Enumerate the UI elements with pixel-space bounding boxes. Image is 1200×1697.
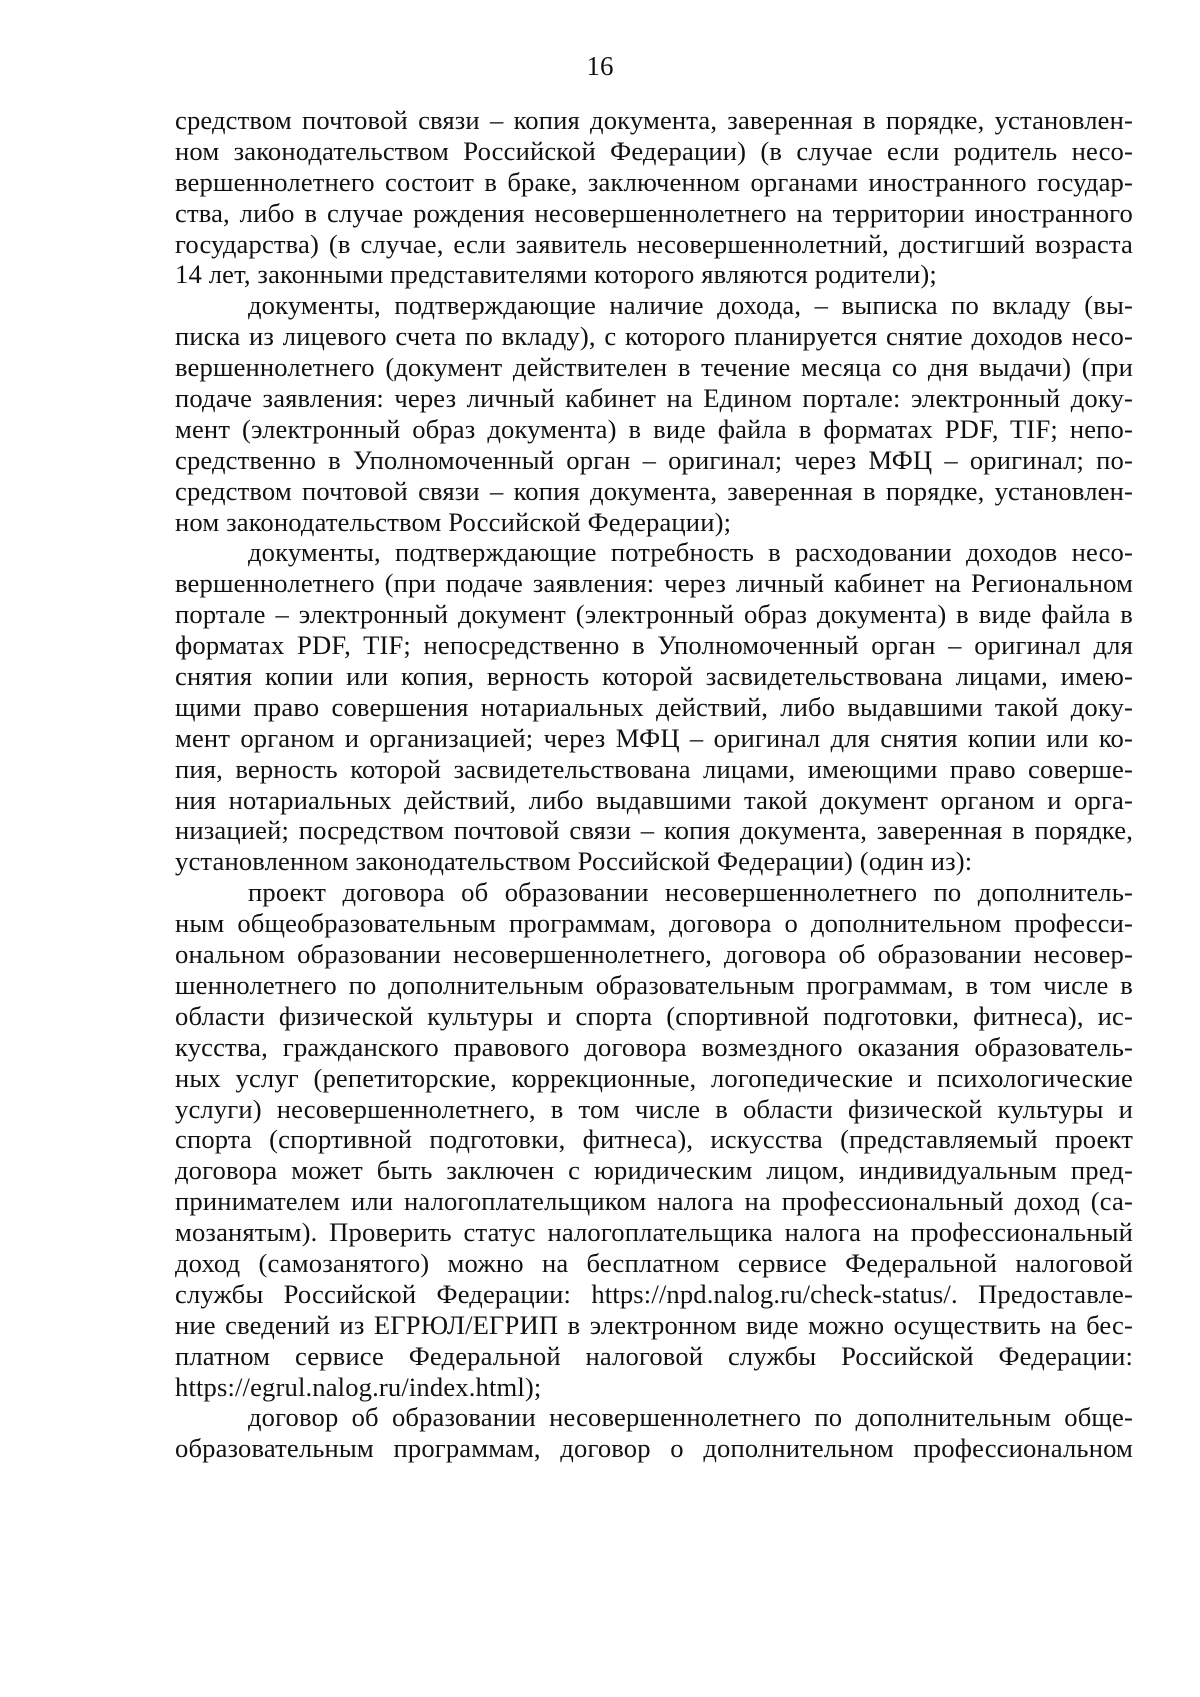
text-line: мент органом и организацией; через МФЦ – оригинал для снятия копии или ко- xyxy=(175,722,1133,753)
text-line: спорта (спортивной подготовки, фитнеса), искусства (представляемый проект xyxy=(175,1124,1133,1155)
text-line: доход (самозанятого) можно на бесплатном сервисе Федеральной налоговой xyxy=(175,1247,1133,1278)
text-line: мозанятым). Проверить статус налогоплательщика налога на профессиональный xyxy=(175,1217,1133,1248)
document-text-body xyxy=(175,105,1133,1464)
text-line: проект договора об образовании несовершеннолетнего по дополнитель- xyxy=(248,877,1133,908)
text-line: услуги) несовершеннолетнего, в том числе в области физической культуры и xyxy=(175,1093,1133,1124)
text-line: мент (электронный образ документа) в виде файла в форматах PDF, TIF; непо- xyxy=(175,413,1133,444)
text-line: средственно в Уполномоченный орган – оригинал; через МФЦ – оригинал; по- xyxy=(175,444,1133,475)
text-line: вершеннолетнего (документ действителен в течение месяца со дня выдачи) (при xyxy=(175,352,1133,383)
text-line: ния нотариальных действий, либо выдавшими такой документ органом и орга- xyxy=(175,784,1133,815)
text-line: образовательным программам, договор о дополнительном профессиональном xyxy=(175,1433,1133,1464)
text-line: форматах PDF, TIF; непосредственно в Уполномоченный орган – оригинал для xyxy=(175,630,1133,661)
text-line: https://egrul.nalog.ru/index.html); xyxy=(175,1371,542,1402)
text-line: ном законодательством Российской Федерации) (в случае если родитель несо- xyxy=(175,135,1133,166)
text-line: ных услуг (репетиторские, коррекционные, логопедические и психологические xyxy=(175,1062,1133,1093)
text-line: шеннолетнего по дополнительным образовательным программам, в том числе в xyxy=(175,969,1133,1000)
text-line: кусства, гражданского правового договора возмездного оказания образователь- xyxy=(175,1031,1133,1062)
text-line: средством почтовой связи – копия документа, заверенная в порядке, установлен- xyxy=(175,105,1133,135)
text-line: ональном образовании несовершеннолетнего, договора об образовании несовер- xyxy=(175,939,1133,970)
text-line: ным общеобразовательным программам, договора о дополнительном професси- xyxy=(175,908,1133,939)
text-line: области физической культуры и спорта (спортивной подготовки, фитнеса), ис- xyxy=(175,1000,1133,1031)
text-line: государства) (в случае, если заявитель несовершеннолетний, достигший возраста xyxy=(175,228,1133,259)
text-line: документы, подтверждающие наличие дохода, – выписка по вкладу (вы- xyxy=(248,290,1133,321)
text-line: портале – электронный документ (электронный образ документа) в виде файла в xyxy=(175,599,1133,630)
text-line: вершеннолетнего (при подаче заявления: через личный кабинет на Региональном xyxy=(175,568,1133,599)
text-line: ние сведений из ЕГРЮЛ/ЕГРИП в электронном виде можно осуществить на бес- xyxy=(175,1309,1133,1340)
text-line: договора может быть заключен с юридическим лицом, индивидуальным пред- xyxy=(175,1155,1133,1186)
text-line: установленном законодательством Российской Федерации) (один из): xyxy=(175,846,973,877)
text-line: низацией; посредством почтовой связи – копия документа, заверенная в порядке, xyxy=(175,815,1133,846)
text-line: 14 лет, законными представителями которого являются родители); xyxy=(175,259,937,290)
text-line: ном законодательством Российской Федерации); xyxy=(175,506,732,537)
text-line: службы Российской Федерации: https://npd.nalog.ru/check-status/. Предоставле- xyxy=(175,1278,1133,1309)
text-line: платном сервисе Федеральной налоговой службы Российской Федерации: xyxy=(175,1340,1133,1371)
text-line: вершеннолетнего состоит в браке, заключенном органами иностранного государ- xyxy=(175,166,1133,197)
text-line: снятия копии или копия, верность которой засвидетельствована лицами, имею- xyxy=(175,661,1133,692)
text-line: ства, либо в случае рождения несовершеннолетнего на территории иностранного xyxy=(175,197,1133,228)
page-number: 16 xyxy=(586,51,614,81)
text-line: пия, верность которой засвидетельствована лицами, имеющими право соверше- xyxy=(175,753,1133,784)
text-line: принимателем или налогоплательщиком налога на профессиональный доход (са- xyxy=(175,1186,1133,1217)
text-line: документы, подтверждающие потребность в расходовании доходов несо- xyxy=(248,537,1133,568)
text-line: щими право совершения нотариальных действий, либо выдавшими такой доку- xyxy=(175,691,1133,722)
text-line: договор об образовании несовершеннолетнего по дополнительным обще- xyxy=(248,1402,1133,1433)
text-line: подаче заявления: через личный кабинет на Едином портале: электронный доку- xyxy=(175,383,1133,414)
text-line: средством почтовой связи – копия документа, заверенная в порядке, установлен- xyxy=(175,475,1133,506)
text-line: писка из лицевого счета по вкладу), с которого планируется снятие доходов несо- xyxy=(175,321,1133,352)
